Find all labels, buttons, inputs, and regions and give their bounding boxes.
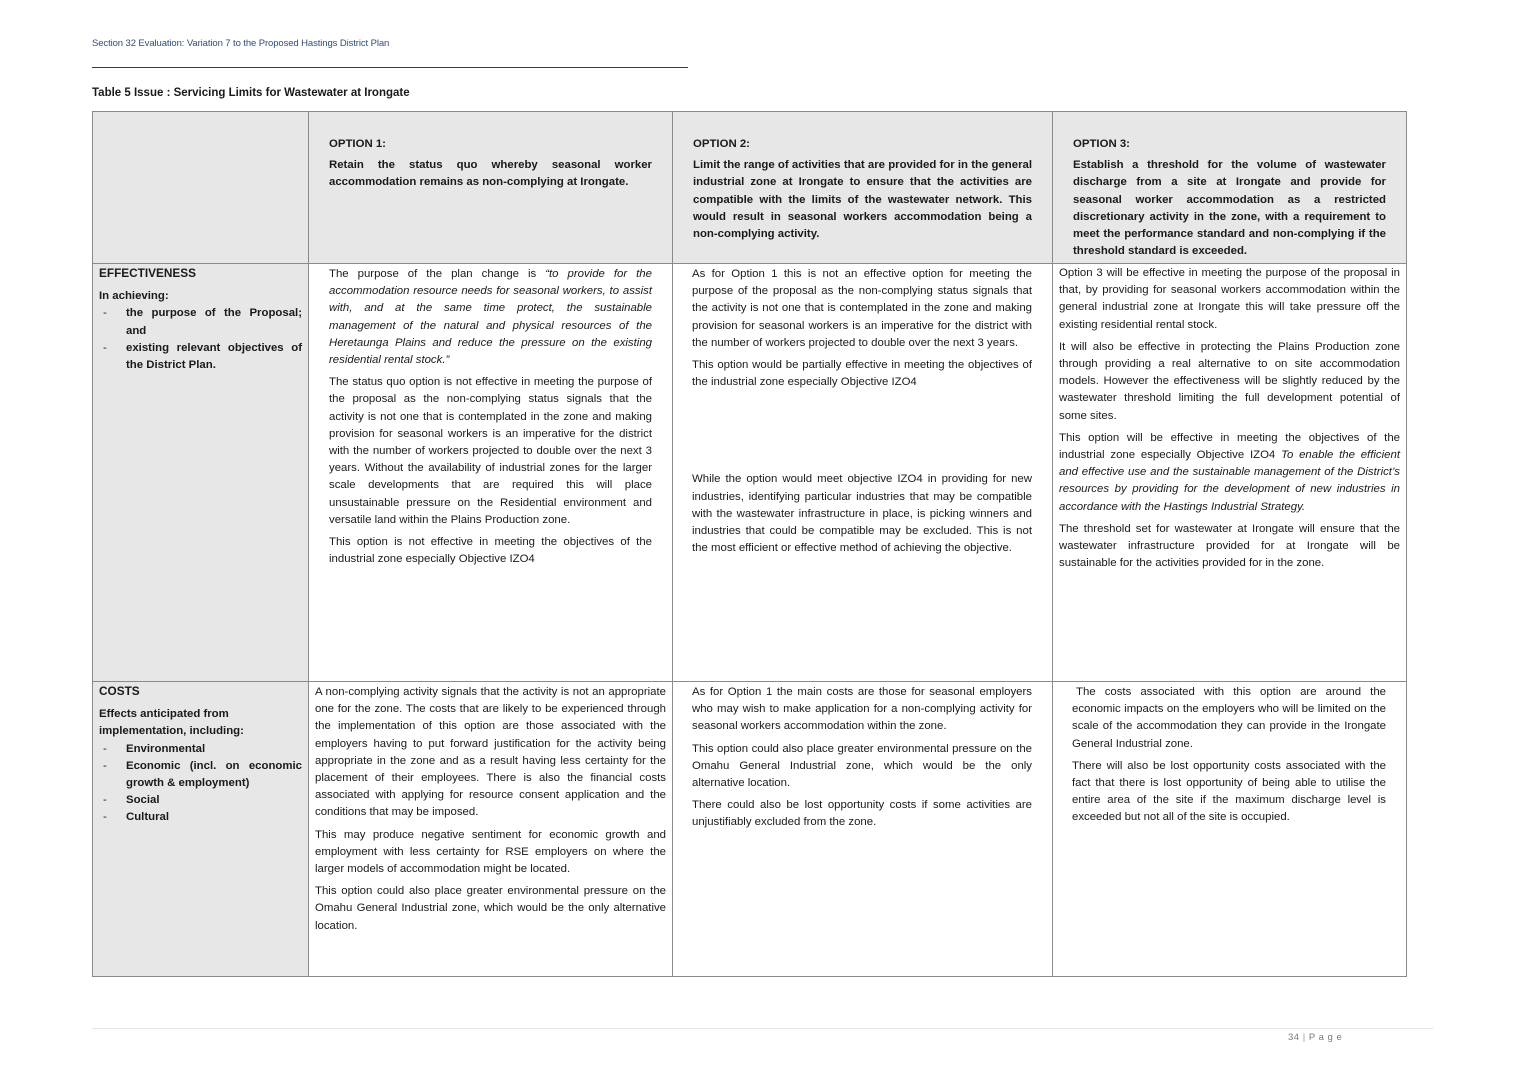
effectiveness-subtitle: In achieving: — [99, 290, 169, 303]
list-item: - Environmental — [103, 742, 206, 755]
paragraph: There will also be lost opportunity costs associated with the fact that there is lost opportunity of being able to utilise the entire area of the site if the maximum discharge level is exceeded but not all of the site is occupied. — [1072, 759, 1386, 824]
running-header: Section 32 Evaluation: Variation 7 to the Proposed Hastings District Plan — [92, 38, 390, 49]
option-2-costs — [673, 682, 1053, 977]
evaluation-table — [92, 111, 1407, 977]
paragraph: This may produce negative sentiment for economic growth and employment with less certainty for RSE employers on where the larger models of accommodation might be located. — [315, 828, 666, 876]
paragraph: There could also be lost opportunity costs if some activities are unjustifiably excluded from the zone. — [692, 799, 1032, 829]
costs-row — [93, 682, 1407, 977]
options-header-row — [93, 112, 1407, 264]
paragraph: This option is not effective in meeting the objectives of the industrial zone especially Objective IZO4 — [329, 536, 652, 566]
paragraph: As for Option 1 the main costs are those for seasonal employers who may wish to make application for a non-complying activity for seasonal workers accommodation within the zone. — [692, 686, 1032, 733]
option-2-title: OPTION 2: — [693, 138, 750, 150]
paragraph: This option will be effective in meeting the objectives of the industrial zone especially Objective IZO4 To enable the efficient and effective use and the sustainable management of the District’s resources by providing for the development of new industries in accordance with the Hastings Industrial Strategy. — [1059, 431, 1400, 513]
paragraph: It will also be effective in protecting the Plains Production zone through providing a real alternative to on site accommodation models. However the effectiveness will be slightly reduced by the wastewater threshold limiting the full development potential of some sites. — [1059, 340, 1400, 422]
option-1-header — [309, 112, 673, 264]
paragraph: A non-complying activity signals that the activity is not an appropriate one for the zone. The costs that are likely to be experienced through the implementation of this option are those associated with the employers having to put forward justification for the activity being appropriate in the zone and as a result having less certainty for the placement of their employees. There is also the financial costs associated with applying for resource consent application and the conditions that may be imposed. — [315, 686, 666, 819]
list-item: - Social — [103, 794, 160, 807]
option-1-costs — [309, 682, 673, 977]
effectiveness-criteria-cell — [93, 264, 309, 682]
costs-subtitle: Effects anticipated from implementation, including: — [99, 708, 244, 738]
paragraph: This option would be partially effective in meeting the objectives of the industrial zone especially Objective IZO4 — [692, 359, 1032, 389]
option-1-effectiveness — [309, 264, 673, 682]
paragraph: This option could also place greater environmental pressure on the Omahu General Industrial zone, which would be the only alternative location. — [315, 885, 666, 932]
paragraph: This option could also place greater environmental pressure on the Omahu General Industrial zone, which would be the only alternative location. — [692, 742, 1032, 790]
footer-divider — [92, 1028, 1433, 1029]
option-1-description: Retain the status quo whereby seasonal worker accommodation remains as non-complying at Irongate. — [329, 159, 652, 189]
paragraph: As for Option 1 this is not an effective option for meeting the purpose of the proposal as the non-complying status signals that the activity is not one that is contemplated in the zone and making provision for seasonal workers is an imperative for the district with the number of workers projected to double over the next 3 years. — [692, 268, 1032, 349]
list-item: - the purpose of the Proposal; and — [103, 307, 302, 337]
option-3-header — [1053, 112, 1407, 264]
option-3-costs — [1053, 682, 1407, 977]
list-item: - Economic (incl. on economic growth & employment) — [103, 759, 302, 790]
table-caption: Table 5 Issue : Servicing Limits for Wastewater at Irongate — [92, 87, 410, 99]
header-divider — [92, 67, 688, 68]
option-2-header — [673, 112, 1053, 264]
effectiveness-criteria-list — [99, 305, 302, 374]
option-1-title: OPTION 1: — [329, 138, 386, 150]
list-item: - existing relevant objectives of the District Plan. — [103, 341, 302, 372]
list-item: - Cultural — [103, 811, 170, 824]
paragraph: The costs associated with this option are around the economic impacts on the employers who will be limited on the scale of the accommodation they can provide in the Irongate General Industrial zone. — [1072, 686, 1386, 750]
costs-title: COSTS — [99, 684, 140, 698]
header-corner-cell — [93, 112, 309, 264]
option-3-effectiveness — [1053, 264, 1407, 682]
paragraph: Option 3 will be effective in meeting the purpose of the proposal in that, by providing for seasonal workers accommodation within the general industrial zone at Irongate this will take pressure off the existing residential rental stock. — [1059, 267, 1400, 331]
paragraph: The threshold set for wastewater at Irongate will ensure that the wastewater infrastructure provided for at Irongate will be sustainable for the activities provided for in the zone. — [1059, 522, 1400, 570]
paragraph: While the option would meet objective IZO4 in providing for new industries, identifying particular industries that may be compatible with the wastewater infrastructure in place, is picking winners and industries that could be compatible may be excluded. This is not the most efficient or effective method of achieving the objective. — [692, 473, 1032, 555]
effectiveness-row — [93, 264, 1407, 682]
costs-criteria-list — [99, 741, 302, 827]
option-2-description: Limit the range of activities that are provided for in the general industrial zone at Irongate to ensure that the activities are compatible with the limits of the wastewater network. This would result in seasonal workers accommodation being a non-complying activity. — [693, 159, 1032, 241]
costs-criteria-cell — [93, 682, 309, 977]
option-2-effectiveness — [673, 264, 1053, 682]
page-number: 34 | P a g e — [1288, 1032, 1343, 1043]
paragraph: The purpose of the plan change is “to provide for the accommodation resource needs for seasonal workers, to assist with, and at the same time protect, the sustainable management of the natural and physical resources of the Heretaunga Plains and reduce the pressure on the existing residential rental stock.” — [329, 268, 652, 367]
effectiveness-title: EFFECTIVENESS — [99, 266, 197, 280]
option-3-description: Establish a threshold for the volume of wastewater discharge from a site at Irongate and provide for seasonal worker accommodation as a restricted discretionary activity in the zone, with a requirement to meet the performance standard and non-complying if the threshold standard is exceeded. — [1073, 159, 1386, 258]
paragraph: The status quo option is not effective in meeting the purpose of the proposal as the non-complying status signals that the activity is not one that is contemplated in the zone and making provision for seasonal workers is an imperative for the district with the number of workers projected to double over the next 3 years. Without the availability of industrial zones for the larger scale developments that are required this will place unsustainable pressure on the Residential environment and versatile land within the Plains Production zone. — [329, 376, 652, 526]
option-3-title: OPTION 3: — [1073, 138, 1130, 150]
